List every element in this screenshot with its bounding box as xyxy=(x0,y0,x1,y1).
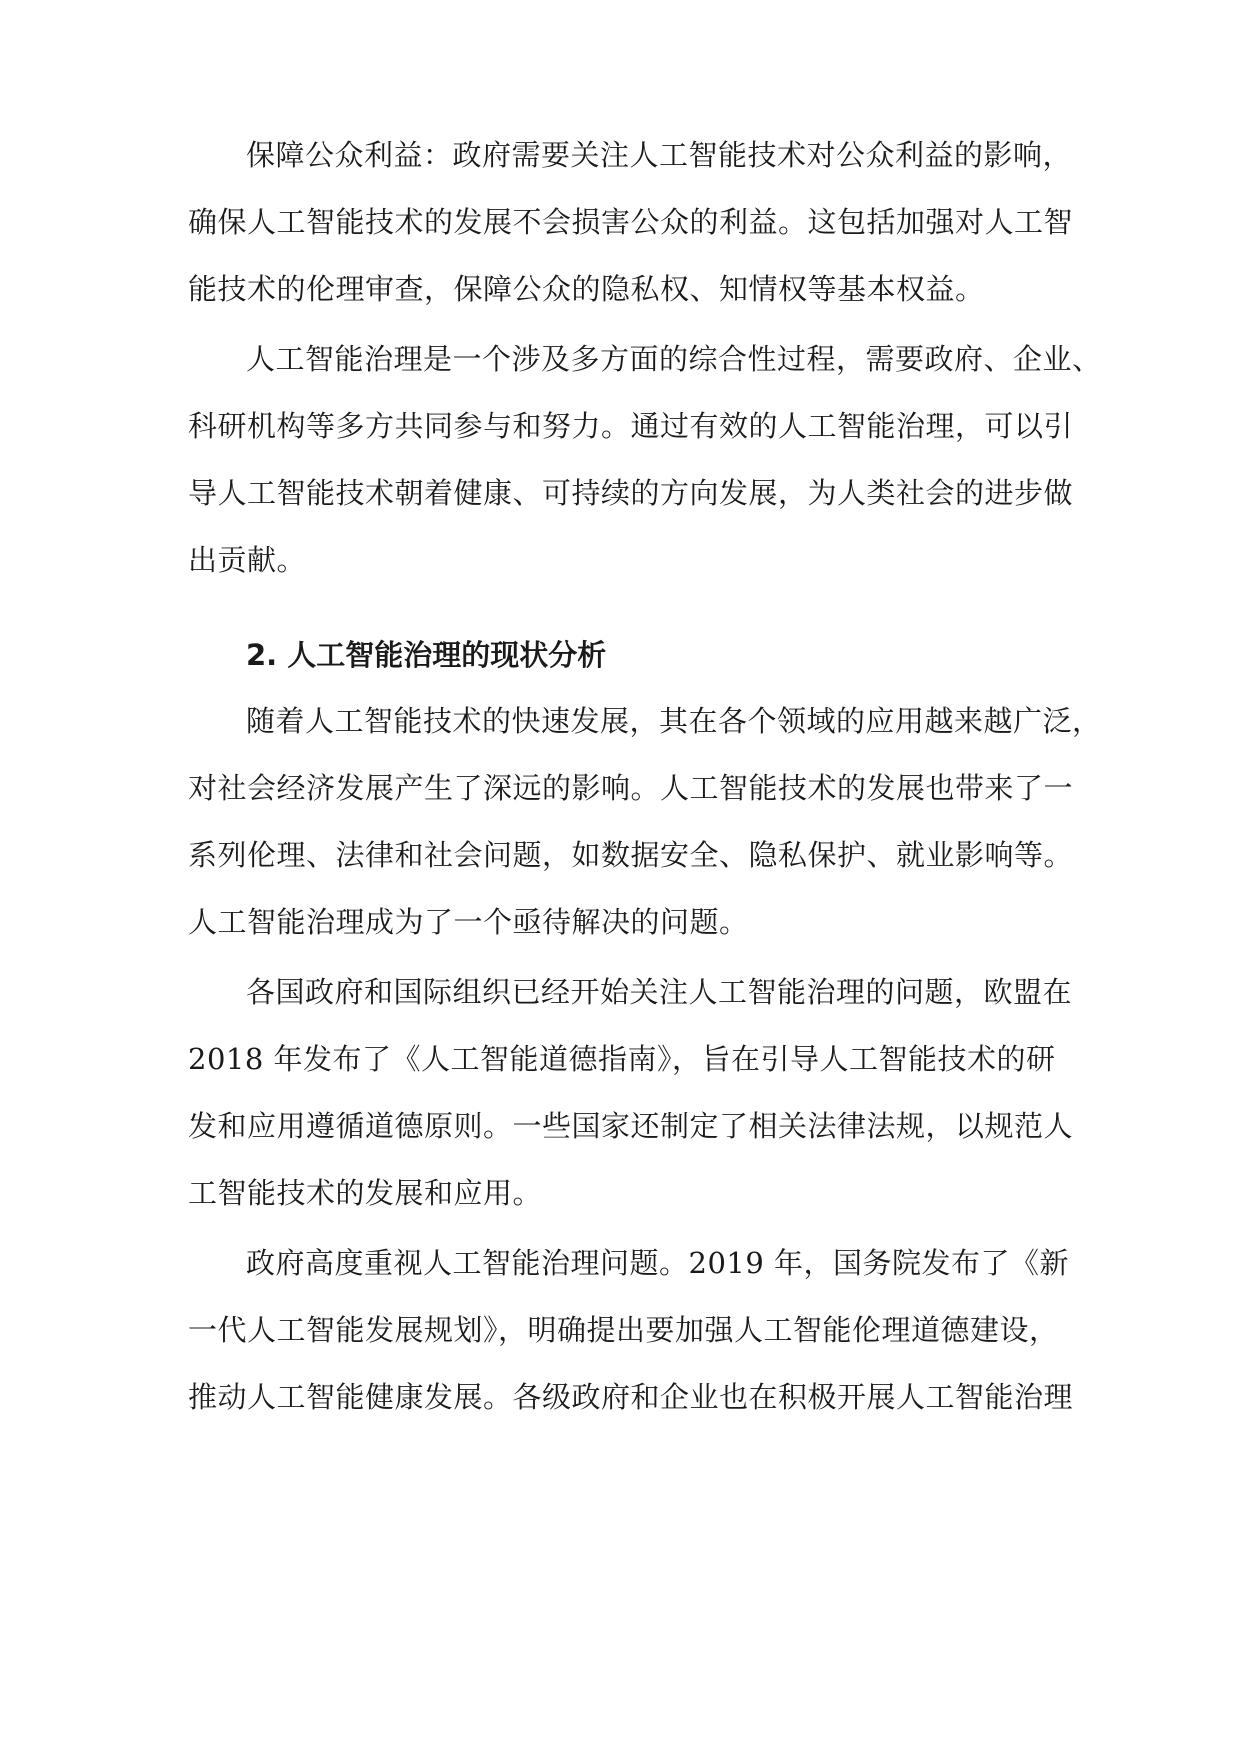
text-line: 导人工智能技术朝着健康、可持续的方向发展，为人类社会的进步做 xyxy=(188,476,1074,510)
text-line: 一代人工智能发展规划》，明确提出要加强人工智能伦理道德建设， xyxy=(188,1313,1059,1347)
text-line: 2018 年发布了《人工智能道德指南》，旨在引导人工智能技术的研 xyxy=(188,1042,1056,1076)
text-line: 能技术的伦理审查，保障公众的隐私权、知情权等基本权益。 xyxy=(188,272,985,306)
text-line: 工智能技术的发展和应用。 xyxy=(188,1176,543,1210)
text-line: 推动人工智能健康发展。各级政府和企业也在积极开展人工智能治理 xyxy=(188,1380,1074,1414)
text-line: 系列伦理、法律和社会问题，如数据安全、隐私保护、就业影响等。 xyxy=(188,838,1074,872)
text-line: 出贡献。 xyxy=(188,543,307,577)
text-line: 随着人工智能技术的快速发展，其在各个领域的应用越来越广泛， xyxy=(246,704,1102,738)
text-line: 人工智能治理成为了一个亟待解决的问题。 xyxy=(188,905,749,939)
text-line: 各国政府和国际组织已经开始关注人工智能治理的问题，欧盟在 xyxy=(246,975,1073,1009)
text-line: 保障公众利益：政府需要关注人工智能技术对公众利益的影响， xyxy=(246,138,1073,172)
section-heading: 2. 人工智能治理的现状分析 xyxy=(246,638,607,672)
text-line: 对社会经济发展产生了深远的影响。人工智能技术的发展也带来了一 xyxy=(188,771,1074,805)
text-line: 政府高度重视人工智能治理问题。2019 年，国务院发布了《新 xyxy=(246,1246,1070,1280)
text-line: 发和应用遵循道德原则。一些国家还制定了相关法律法规，以规范人 xyxy=(188,1109,1074,1143)
text-line: 科研机构等多方共同参与和努力。通过有效的人工智能治理，可以引 xyxy=(188,409,1074,443)
text-line: 人工智能治理是一个涉及多方面的综合性过程，需要政府、企业、 xyxy=(246,342,1102,376)
text-line: 确保人工智能技术的发展不会损害公众的利益。这包括加强对人工智 xyxy=(188,205,1074,239)
